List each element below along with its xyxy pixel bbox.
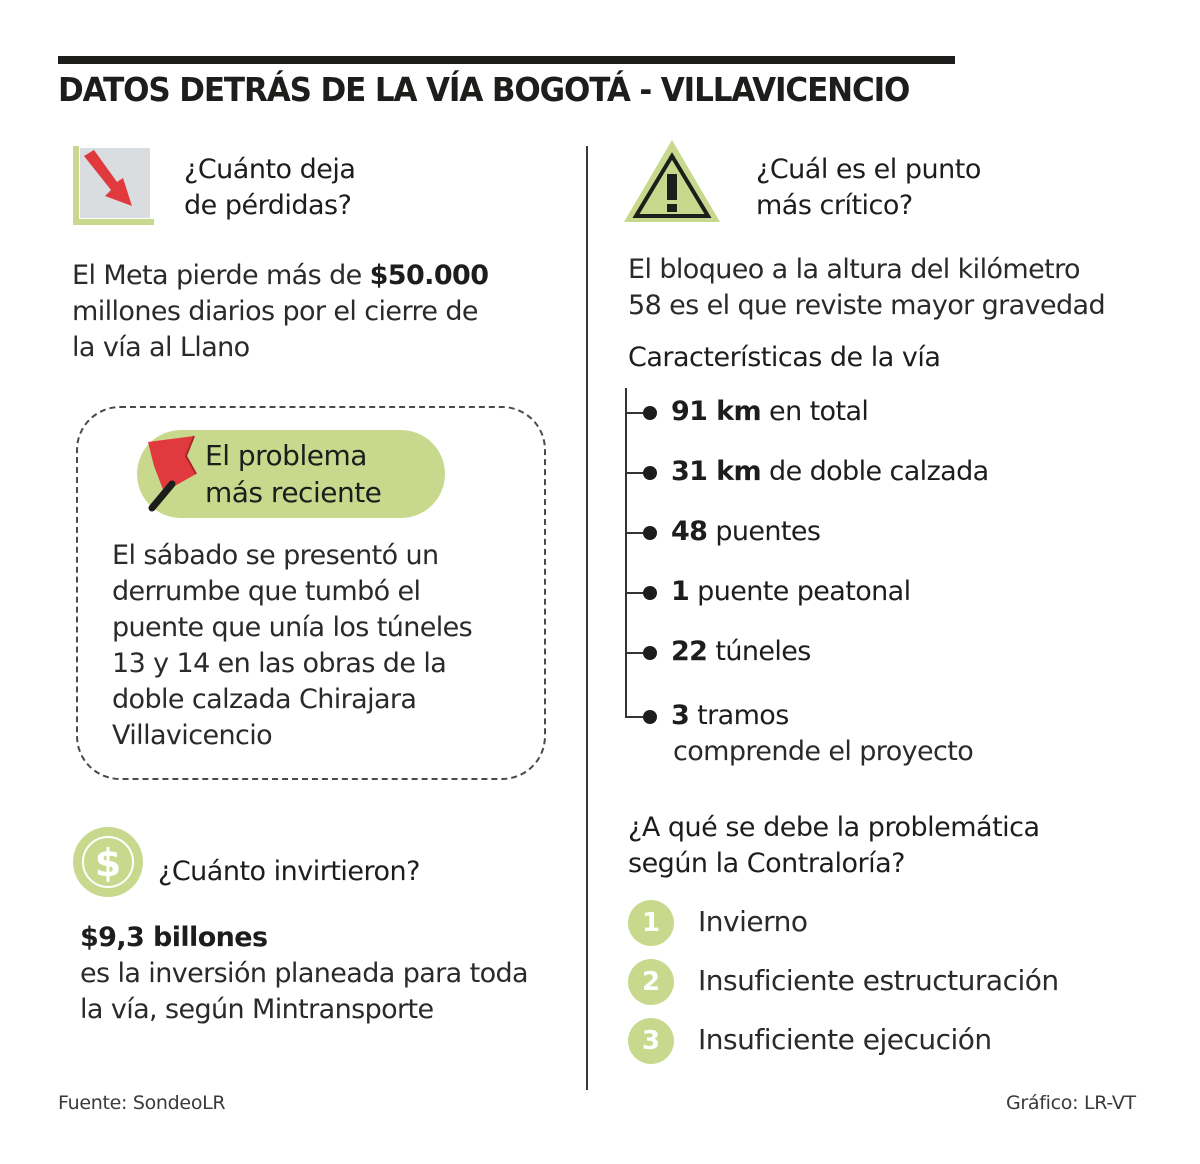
dollar-icon xyxy=(72,826,144,898)
spec-item: 91 km en total xyxy=(625,394,868,430)
svg-text:$: $ xyxy=(94,841,122,885)
reason-number-badge: 3 xyxy=(628,1018,674,1064)
reason-number-badge: 1 xyxy=(628,900,674,946)
investment-text: $9,3 billones es la inversión planeada para toda la vía, según Mintransporte xyxy=(80,922,529,1025)
reason-number-badge: 2 xyxy=(628,959,674,1005)
pushpin-icon xyxy=(136,434,210,518)
spec-item: 22 túneles xyxy=(625,634,811,670)
reasons-heading: ¿A qué se debe la problemática según la Contraloría? xyxy=(628,812,1040,879)
problem-text: El sábado se presentó un derrumbe que tumbó el puente que unía los túneles 13 y 14 en las obras de la doble calzada Chirajara Villavicencio xyxy=(112,540,473,751)
page-title: DATOS DETRÁS DE LA VÍA BOGOTÁ - VILLAVICENCIO xyxy=(58,70,910,109)
investment-amount: $9,3 billones xyxy=(80,922,268,953)
graphic-credit: Gráfico: LR-VT xyxy=(1006,1092,1136,1114)
spec-item-continuation: comprende el proyecto xyxy=(673,736,974,767)
spec-item: 1 puente peatonal xyxy=(625,574,911,610)
reason-label: Insuficiente estructuración xyxy=(698,964,1059,997)
losses-text: El Meta pierde más de $50.000 millones diarios por el cierre de la vía al Llano xyxy=(72,260,489,363)
specs-heading: Características de la vía xyxy=(628,342,941,373)
top-rule xyxy=(58,56,955,64)
source-credit: Fuente: SondeoLR xyxy=(58,1092,226,1114)
spec-item: 48 puentes xyxy=(625,514,820,550)
critical-heading: ¿Cuál es el punto más crítico? xyxy=(756,154,981,221)
spec-item: 3 tramos xyxy=(625,698,789,734)
chart-down-icon xyxy=(72,144,156,228)
problem-label: El problema más reciente xyxy=(205,439,382,509)
critical-text: El bloqueo a la altura del kilómetro 58 es el que reviste mayor gravedad xyxy=(628,254,1106,321)
reason-label: Invierno xyxy=(698,905,808,938)
warning-icon xyxy=(620,136,724,226)
investment-heading: ¿Cuánto invirtieron? xyxy=(158,856,421,887)
losses-amount: $50.000 xyxy=(369,260,489,291)
reason-label: Insuficiente ejecución xyxy=(698,1023,992,1056)
spec-item: 31 km de doble calzada xyxy=(625,454,989,490)
losses-heading: ¿Cuánto deja de pérdidas? xyxy=(184,154,356,221)
